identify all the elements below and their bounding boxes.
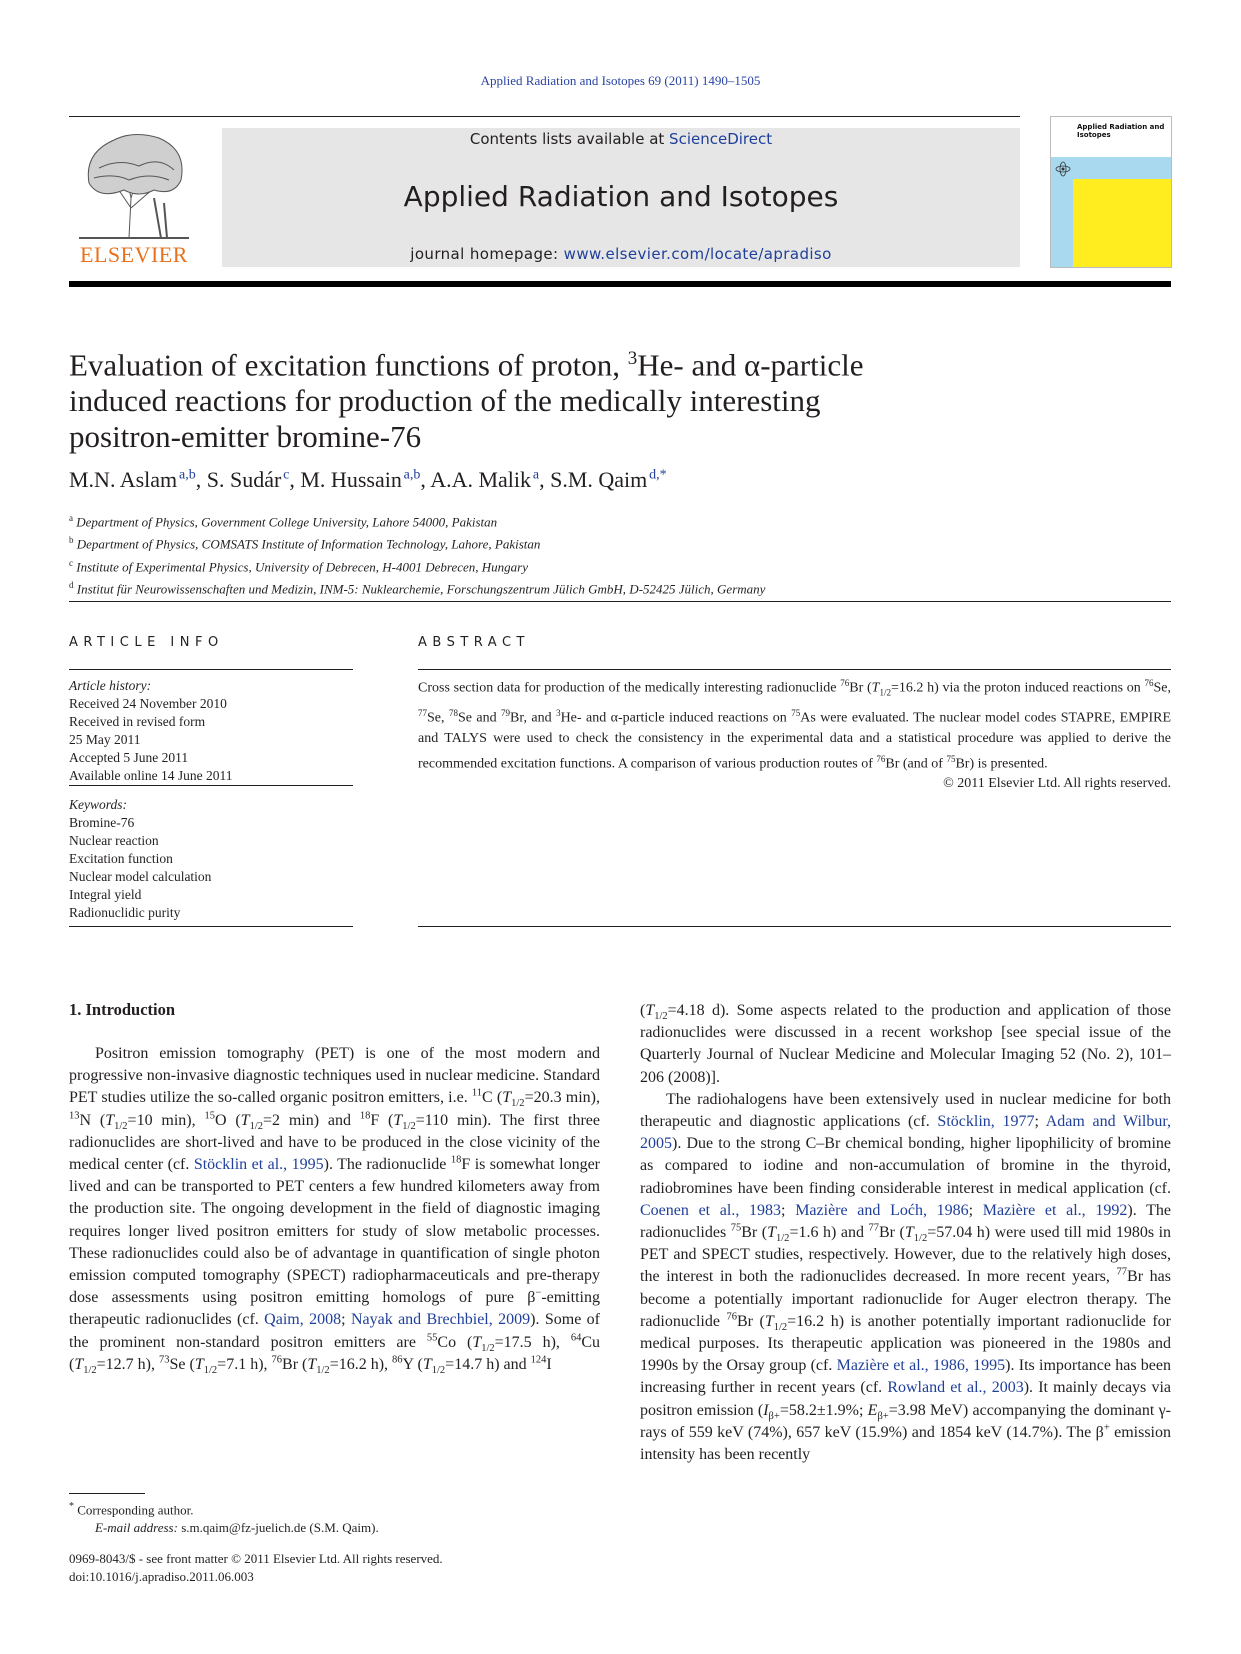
reference-link[interactable]: Mazière et al., 1992 xyxy=(982,1201,1128,1219)
affiliation-label: a xyxy=(69,513,73,523)
author[interactable] xyxy=(69,467,196,492)
body-column-left xyxy=(69,1043,600,1376)
cover-yellow-block xyxy=(1073,179,1172,268)
keyword: Excitation function xyxy=(69,851,173,866)
reference-link[interactable]: Nayak and Brechbiel, 2009 xyxy=(350,1311,531,1329)
author[interactable] xyxy=(430,467,539,492)
keyword: Nuclear model calculation xyxy=(69,869,212,884)
abstract-rule xyxy=(418,669,1171,670)
affiliation-list xyxy=(69,509,765,598)
footnote-rule xyxy=(69,1493,145,1494)
affiliation-text: Institute of Experimental Physics, University of Debrecen, H-4001 Debrecen, Hungary xyxy=(76,558,528,574)
article-history xyxy=(69,677,232,785)
elsevier-logo xyxy=(69,128,199,268)
abstract-copyright: © 2011 Elsevier Ltd. All rights reserved. xyxy=(943,776,1171,791)
keyword: Radionuclidic purity xyxy=(69,905,181,920)
issn-line: 0969-8043/$ - see front matter © 2011 Elsevier Ltd. All rights reserved. xyxy=(69,1551,443,1566)
abstract-heading: ABSTRACT xyxy=(418,635,530,650)
title-part: Evaluation of excitation functions of proton, xyxy=(69,347,628,383)
article-info-bottom-rule xyxy=(69,926,353,927)
section-heading-introduction: 1. Introduction xyxy=(69,1000,176,1019)
author-name: S. Sudár xyxy=(206,467,282,492)
article-info-heading: ARTICLE INFO xyxy=(69,635,224,650)
paragraph: ($T_{1/2}=4.18$ d). Some aspects related to the production and application of those radionuclides were discussed in a recent workshop [see special issue of the Quarterly Journal of Nuclear Medicine and Molecular Imaging 52 (No. 2), 101–206 (2008)]. xyxy=(640,1002,1171,1086)
reference-link[interactable]: Rowland et al., 2003 xyxy=(887,1379,1024,1397)
cover-title: Applied Radiation and Isotopes xyxy=(1077,123,1165,139)
affiliation-item xyxy=(69,554,765,576)
affiliation-label: b xyxy=(69,535,74,546)
reference-link[interactable]: Mazière and Loćh, 1986 xyxy=(795,1201,969,1219)
article-title xyxy=(69,341,1119,455)
elsevier-wordmark: ELSEVIER xyxy=(80,242,188,267)
keywords-label: Keywords: xyxy=(69,797,127,812)
affiliation-item xyxy=(69,531,765,553)
elsevier-tree-icon xyxy=(69,128,199,240)
journal-cover-thumbnail[interactable] xyxy=(1050,116,1172,268)
cover-atom-icon xyxy=(1055,161,1071,177)
reference-link[interactable]: Adam and Wilbur, 2005 xyxy=(640,1113,1172,1153)
keywords-rule xyxy=(69,785,353,786)
header-bottom-rule xyxy=(69,281,1171,287)
journal-banner xyxy=(222,128,1020,267)
abstract-text: Cross section data for production of the medically interesting radionuclide $^{76}$Br ($T_{1/2}=16.2$ h) via the proton induced reactions on $^{76}$Se, $^{77}$Se, $^{78}$Se and $^{79}$Br, and $^3$He- and α-particle induced reactions on $^{75}$As were evaluated. The nuclear model codes STAPRE, EMPIRE and TALYS were used to check the consistency in the experimental data and a statistical procedure was applied to derive the recommended excitation functions. A comparison of various production routes of $^{76}$Br (and of $^{75}$Br) is presented. xyxy=(418,678,1171,772)
affiliation-text: Institut für Neurowissenschaften und Medizin, INM-5: Nuklearchemie, Forschungszentrum Jülich GmbH, D-52425 Jülich, Germany xyxy=(76,581,766,597)
front-matter xyxy=(69,1550,443,1586)
author-name: S.M. Qaim xyxy=(550,467,648,492)
author-list: M.N. Aslam $^{a,b}$, S. Sudár $^c$, M. Hussain $^{a,b}$, A.A. Malik $^a$, S.M. Qaim $^{d,*}$ xyxy=(69,467,667,492)
title-sup: 3 xyxy=(627,348,638,369)
doi-line[interactable]: doi:10.1016/j.apradiso.2011.06.003 xyxy=(69,1569,254,1584)
author-affiliation-marker[interactable]: a,b xyxy=(403,467,421,483)
author-affiliation-marker[interactable]: c xyxy=(283,467,290,483)
homepage-prefix: journal homepage: xyxy=(410,245,564,263)
reference-link[interactable]: Mazière et al., 1986, 1995 xyxy=(836,1357,1006,1375)
cover-blue-band xyxy=(1073,157,1172,179)
corresponding-author-note: * Corresponding author. xyxy=(69,1501,194,1518)
history-label: Article history: xyxy=(69,678,152,693)
author-affiliation-marker[interactable]: a,b xyxy=(179,467,196,483)
reference-link[interactable]: Qaim, 2008 xyxy=(264,1311,342,1329)
abstract-bottom-rule xyxy=(418,926,1171,927)
journal-name: Applied Radiation and Isotopes xyxy=(403,180,839,213)
title-line-1 xyxy=(69,341,1119,383)
affiliation-text: Department of Physics, Government College University, Lahore 54000, Pakistan xyxy=(76,514,498,530)
keyword: Bromine-76 xyxy=(69,815,135,830)
affiliation-text: Department of Physics, COMSATS Institute of Information Technology, Lahore, Pakistan xyxy=(76,536,541,552)
history-item: Received in revised form xyxy=(69,714,206,729)
journal-citation[interactable]: Applied Radiation and Isotopes 69 (2011) 1490–1505 xyxy=(480,73,761,88)
keyword-list xyxy=(69,796,211,922)
affiliation-item xyxy=(69,509,765,531)
title-part: He- and α-particle xyxy=(637,347,864,383)
history-item: Received 24 November 2010 xyxy=(69,696,227,711)
homepage-link[interactable]: www.elsevier.com/locate/apradiso xyxy=(563,245,832,263)
sciencedirect-link[interactable]: ScienceDirect xyxy=(669,130,773,148)
author[interactable] xyxy=(550,467,667,492)
corresponding-text: Corresponding author. xyxy=(77,1502,194,1518)
reference-link[interactable]: Stöcklin et al., 1995 xyxy=(193,1156,324,1174)
paragraph: Positron emission tomography (PET) is one of the most modern and progressive non-invasive diagnostic techniques used in nuclear medicine. Standard PET studies utilize the so-called organic positron emitters, i.e. $^{11}$C ($T_{1/2}=20.3$ min), $^{13}$N ($T_{1/2}=10$ min), $^{15}$O ($T_{1/2}=2$ min) and $^{18}$F ($T_{1/2}=110$ min). The first three radionuclides are short-lived and have to be produced in the close vicinity of the medical center (cf. Stöcklin et al., 1995). The radionuclide $^{18}$F is somewhat longer lived and can be transported to PET centers a few hundred kilometers away from the production site. The ongoing development in the field of diagnostic imaging requires longer lived positron emitters for study of slow metabolic processes. These radionuclides could also be of advantage in quantification of single photon emission computed tomography (SPECT) radiopharmaceuticals and pre-therapy dose assessments using positron emitting homologs of pure β−-emitting therapeutic radionuclides (cf. Qaim, 2008; Nayak and Brechbiel, 2009). Some of the prominent non-standard positron emitters are $^{55}$Co ($T_{1/2}=17.5$ h), $^{64}$Cu ($T_{1/2}=12.7$ h), $^{73}$Se ($T_{1/2}=7.1$ h), $^{76}$Br ($T_{1/2}=16.2$ h), $^{86}$Y ($T_{1/2}=14.7$ h) and $^{124}$I xyxy=(69,1045,601,1377)
author-name: M. Hussain xyxy=(300,467,402,492)
history-item: 25 May 2011 xyxy=(69,732,141,747)
history-item: Available online 14 June 2011 xyxy=(69,768,233,783)
title-line-2: induced reactions for production of the medically interesting xyxy=(69,383,821,419)
author[interactable] xyxy=(207,467,290,492)
author[interactable] xyxy=(300,467,420,492)
title-line-3: positron-emitter bromine-76 xyxy=(69,419,422,455)
reference-link[interactable]: Stöcklin, 1977 xyxy=(937,1113,1035,1131)
author-affiliation-marker[interactable]: d,* xyxy=(649,467,667,483)
article-info-rule xyxy=(69,669,353,670)
affiliation-item xyxy=(69,576,765,598)
email-address[interactable]: s.m.qaim@fz-juelich.de (S.M. Qaim). xyxy=(181,1520,379,1536)
email-note xyxy=(69,1519,379,1537)
keyword: Integral yield xyxy=(69,887,142,902)
homepage-line xyxy=(222,245,1020,263)
reference-link[interactable]: Coenen et al., 1983 xyxy=(640,1201,782,1219)
affiliation-label: d xyxy=(69,579,74,590)
footnote xyxy=(69,1498,379,1537)
title-block-rule xyxy=(69,601,1171,602)
affiliation-label: c xyxy=(69,557,73,568)
header-top-rule xyxy=(69,116,1020,117)
author-name: A.A. Malik xyxy=(430,467,532,492)
body-column-right xyxy=(640,1000,1171,1466)
author-name: M.N. Aslam xyxy=(69,467,178,492)
contents-prefix: Contents lists available at xyxy=(469,130,670,148)
email-label: E-mail address: xyxy=(95,1520,178,1536)
keyword: Nuclear reaction xyxy=(69,833,159,848)
author-affiliation-marker[interactable]: a xyxy=(532,467,540,483)
history-item: Accepted 5 June 2011 xyxy=(69,750,189,765)
paragraph: The radiohalogens have been extensively used in nuclear medicine for both therapeutic and diagnostic applications (cf. Stöcklin, 1977; Adam and Wilbur, 2005). Due to the strong C–Br chemical bonding, higher lipophilicity of bromine as compared to iodine and non-accumulation of bromine in the thyroid, radiobromines have been finding considerable interest in medical application (cf. Coenen et al., 1983; Mazière and Loćh, 1986; Mazière et al., 1992). The radionuclides $^{75}$Br ($T_{1/2}=1.6$ h) and $^{77}$Br ($T_{1/2}=57.04$ h) were used till mid 1980s in PET and SPECT studies, respectively. However, due to the relatively high doses, the interest in both the radionuclides decreased. In more recent years, $^{77}$Br has become a potentially important radionuclide for Auger electron therapy. The radionuclide $^{76}$Br ($T_{1/2}=16.2$ h) is another potentially important radionuclide for medical purposes. Its therapeutic application was pioneered in the 1980s and 1990s by the Orsay group (cf. Mazière et al., 1986, 1995). Its importance has been increasing further in recent years (cf. Rowland et al., 2003). It mainly decays via positron emission ($I_{\beta+}=58.2\pm 1.9\%$; $E_{\beta+}=3.98$ MeV) accompanying the dominant γ-rays of 559 keV (74%), 657 keV (15.9%) and 1854 keV (14.7%). The β+ emission intensity has been recently xyxy=(640,1090,1172,1464)
contents-line xyxy=(222,128,1020,148)
